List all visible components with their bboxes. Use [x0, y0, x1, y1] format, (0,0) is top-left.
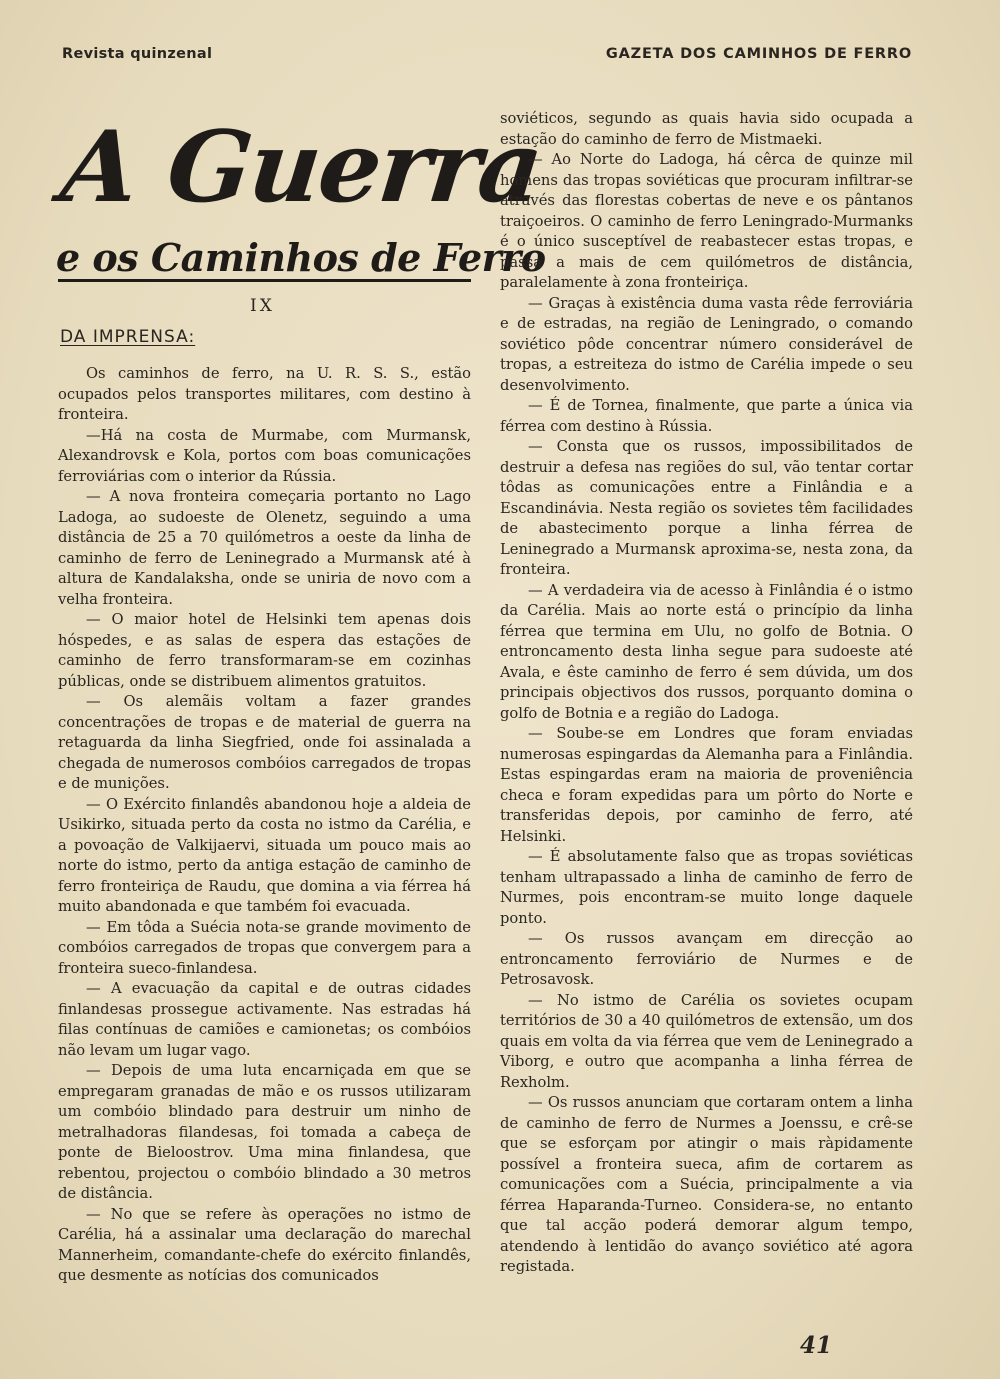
page-number: 41: [800, 1332, 833, 1359]
paragraph: — No istmo de Carélia os sovietes ocupam territórios de 30 a 40 quilómetros de extensão, um dos quais em volta da via férrea que vem de Leninegrado a Viborg, e outro que acompanha a linha férrea de Rexholm.: [500, 991, 913, 1091]
title-underline: [58, 279, 471, 282]
text-column-left: [58, 364, 471, 1287]
paragraph: — Consta que os russos, impossibilitados de destruir a defesa nas regiões do sul, vão tentar cortar tôdas as comunicações entre a Finlândia e a Escandinávia. Nesta região os sovietes têm facilidades de abastecimento porque a linha férrea de Leninegrado a Murmansk aproxima-se, nesta zona, da fronteira.: [500, 438, 913, 578]
paragraph: — Graças à existência duma vasta rêde ferroviária e de estradas, na região de Leningrado, o comando soviético pôde concentrar número considerável de tropas, a estreiteza do istmo de Carélia impede o seu desenvolvimento.: [500, 294, 913, 394]
paragraph: — O Exército finlandês abandonou hoje a aldeia de Usikirko, situada perto da costa no istmo da Carélia, e a povoação de Valkijaervi, situada um pouco mais ao norte do istmo, perto da antiga estação de caminho de ferro fronteiriça de Raudu, que domina a via férrea há muito abandonada e que também foi evacuada.: [58, 795, 471, 915]
paragraph: — Ao Norte do Ladoga, há cêrca de quinze mil homens das tropas soviéticas que procuram infiltrar-se através das florestas cobertas de neve e os pântanos traiçoeiros. O caminho de ferro Leningrado-Murmanks é o único susceptível de reabastecer estas tropas, e passa a mais de cem quilómetros de distância, paralelamente à zona fronteiriça.: [500, 151, 913, 291]
paragraph: — Soube-se em Londres que foram enviadas numerosas espingardas da Alemanha para a Finlândia. Estas espingardas eram na maioria de proveniência checa e foram expedidas para um pôrto do Norte e transferidas depois, por caminho de ferro, até Helsinki.: [500, 725, 913, 845]
paragraph: Os caminhos de ferro, na U. R. S. S., estão ocupados pelos transportes militares, com destino à fronteira.: [58, 365, 471, 423]
paragraph-continued: soviéticos, segundo as quais havia sido ocupada a estação do caminho de ferro de Mistmaeki.: [500, 110, 913, 148]
paragraph: — Depois de uma luta encarniçada em que se empregaram granadas de mão e os russos utilizaram um combóio blindado para destruir um ninho de metralhadoras filandesas, foi tomada a cabeça de ponte de Bieloostrov. Uma mina finlandesa, que rebentou, projectou o combóio blindado a 30 metros de distância.: [58, 1062, 471, 1202]
paragraph: — É absolutamente falso que as tropas soviéticas tenham ultrapassado a linha de caminho de ferro de Nurmes, pois encontram-se muito longe daquele ponto.: [500, 848, 913, 927]
text-column-right: [500, 109, 913, 1278]
paragraph: — Os russos avançam em direcção ao entroncamento ferroviário de Nurmes e de Petrosavosk.: [500, 930, 913, 988]
paragraph: — A verdadeira via de acesso à Finlândia é o istmo da Carélia. Mais ao norte está o princípio da linha férrea que termina em Ulu, no golfo de Botnia. O entroncamento desta linha segue para sudoeste até Avala, e êste caminho de ferro é sem dúvida, um dos principais objectivos dos russos, porquanto domina o golfo de Botnia e a região do Ladoga.: [500, 581, 913, 722]
section-heading: DA IMPRENSA:: [60, 327, 196, 347]
running-head-right: GAZETA DOS CAMINHOS DE FERRO: [605, 46, 912, 62]
paragraph: — É de Tornea, finalmente, que parte a única via férrea com destino à Rússia.: [500, 397, 913, 435]
paragraph: — O maior hotel de Helsinki tem apenas dois hóspedes, e as salas de espera das estações de caminho de ferro transformaram-se em cozinhas públicas, onde se distribuem alimentos gratuitos.: [58, 611, 471, 690]
running-head-left: Revista quinzenal: [62, 46, 213, 62]
paragraph: — A nova fronteira começaria portanto no Lago Ladoga, ao sudoeste de Olenetz, seguindo a uma distância de 25 a 70 quilómetros a oeste da linha de caminho de ferro de Leninegrado a Murmansk até à altura de Kandalaksha, onde se uniria de novo com a velha fronteira.: [58, 488, 471, 608]
paragraph: — Os russos anunciam que cortaram ontem a linha de caminho de ferro de Nurmes a Joenssu, e crê-se que se esforçam por atingir o mais ràpidamente possível a fronteira sueca, afim de cortarem as comunicações com a Suécia, principalmente a via férrea Haparanda-Turneo. Considera-se, no entanto que tal acção poderá demorar algum tempo, atendendo à lentidão do avanço soviético até agora registada.: [500, 1094, 913, 1275]
part-numeral: IX: [250, 296, 275, 316]
paragraph: — Em tôda a Suécia nota-se grande movimento de combóios carregados de tropas que convergem para a fronteira sueco-finlandesa.: [58, 918, 471, 977]
paragraph: —Há na costa de Murmabe, com Murmansk, Alexandrovsk e Kola, portos com boas comunicações ferroviárias com o interior da Rússia.: [58, 426, 471, 485]
article-subtitle: e os Caminhos de Ferro: [56, 235, 546, 280]
paragraph: — Os alemãis voltam a fazer grandes concentrações de tropas e de material de guerra na retaguarda da linha Siegfried, onde foi assinalada a chegada de numerosos combóios carregados de tropas e de munições.: [58, 693, 471, 792]
paragraph: — A evacuação da capital e de outras cidades finlandesas prossegue activamente. Nas estradas há filas contínuas de camiões e camionetas; os combóios não levam um lugar vago.: [58, 980, 471, 1059]
paragraph: — No que se refere às operações no istmo de Carélia, há a assinalar uma declaração do marechal Mannerheim, comandante-chefe do exército finlandês, que desmente as notícias dos comunicados: [58, 1205, 471, 1284]
article-title: A Guerra: [56, 110, 547, 225]
